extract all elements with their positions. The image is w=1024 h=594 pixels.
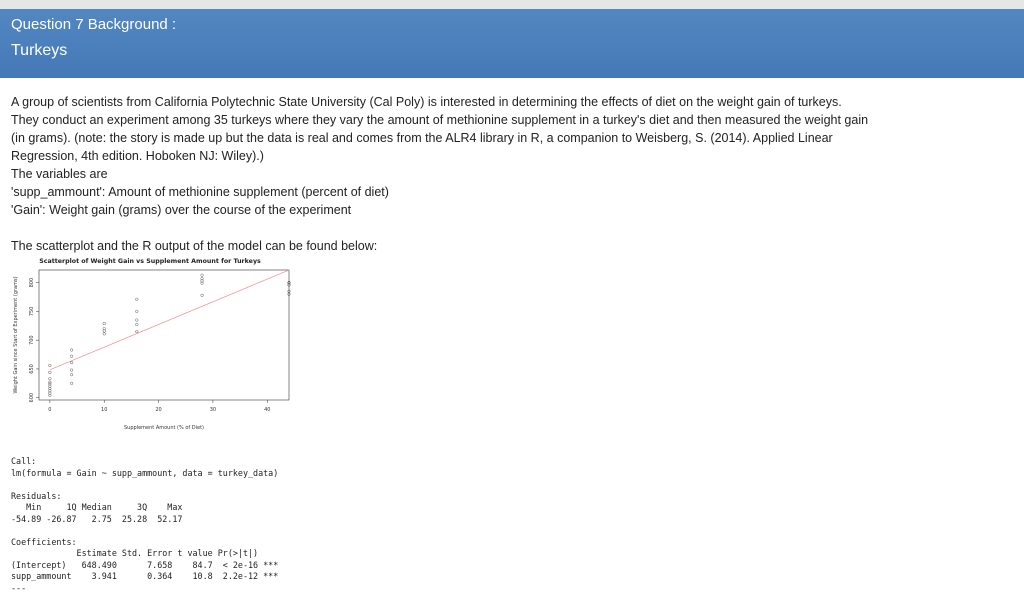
data-point-12	[70, 369, 73, 372]
y-tick-label-0: 600	[29, 392, 35, 403]
data-point-13	[70, 361, 73, 364]
variable-supp-ammount: 'supp_ammount': Amount of methionine supplement (percent of diet)	[11, 185, 389, 199]
data-point-9	[49, 364, 52, 367]
scatterplot	[9, 256, 299, 436]
data-point-19	[103, 322, 106, 325]
scatter-caption: The scatterplot and the R output of the model can be found below:	[11, 239, 378, 253]
variable-gain: 'Gain': Weight gain (grams) over the course of the experiment	[11, 203, 352, 217]
r-separator: ---	[11, 582, 27, 593]
data-point-22	[136, 319, 139, 322]
data-point-10	[70, 382, 73, 385]
data-point-7	[49, 377, 52, 380]
data-point-21	[136, 323, 139, 326]
y-tick-label-2: 700	[29, 335, 35, 345]
data-point-23	[136, 310, 139, 313]
variables-heading: The variables are	[11, 167, 108, 181]
x-tick-label-1: 10	[101, 407, 108, 413]
r-coef-intercept: (Intercept) 648.490 7.658 84.7 < 2e-16 ***	[11, 559, 279, 570]
scatterplot-figure	[9, 256, 299, 436]
r-residuals-header: Residuals:	[11, 490, 62, 501]
y-axis	[29, 278, 39, 403]
data-point-14	[70, 355, 73, 358]
regression-line	[50, 270, 289, 370]
intro-paragraph: A group of scientists from California Polytechnic State University (Cal Poly) is interested in determining the effects of diet on the weight gain of turkeys. They conduct an experiment among 35 turkeys where they vary the amount of methionine supplement in a turkey's diet and then measured the weight gain (in grams). (note: the story is made up but the data is real and comes from the ALR4 library in R, a companion to Weisberg, S. (2014). Applied Linear Regression, 4th edition. Hoboken NJ: Wiley).)	[11, 95, 869, 163]
data-points	[49, 274, 291, 397]
data-point-15	[70, 349, 73, 352]
window-top-strip	[0, 0, 1024, 9]
data-point-16	[103, 333, 106, 336]
data-point-20	[136, 330, 139, 333]
question-header	[0, 9, 1024, 78]
r-residuals-labels: Min 1Q Median 3Q Max	[11, 502, 183, 512]
r-call-header: Call:	[11, 456, 37, 466]
r-call: lm(formula = Gain ~ supp_ammount, data = turkey_data)	[11, 467, 279, 478]
y-tick-label-3: 750	[29, 306, 35, 317]
x-tick-label-3: 30	[209, 407, 217, 413]
plot-frame	[39, 270, 289, 400]
data-point-29	[201, 274, 204, 277]
question-body	[11, 93, 871, 255]
question-title: Turkeys	[11, 42, 68, 59]
x-axis	[48, 400, 270, 413]
x-tick-label-4: 40	[264, 407, 271, 413]
y-tick-label-1: 650	[29, 364, 35, 374]
x-axis-label: Supplement Amount (% of Diet)	[124, 425, 204, 431]
data-point-24	[136, 298, 139, 301]
x-tick-label-2: 20	[155, 407, 162, 413]
x-tick-label-0: 0	[48, 407, 52, 413]
r-residuals-values: -54.89 -26.87 2.75 25.28 52.17	[11, 513, 183, 524]
r-coef-supp: supp_ammount 3.941 0.364 10.8 2.2e-12 ***	[11, 571, 279, 581]
y-tick-label-4: 800	[29, 277, 35, 288]
r-coefficients-header: Coefficients:	[11, 536, 77, 547]
question-number: Question 7 Background :	[11, 16, 177, 33]
data-point-8	[49, 371, 52, 374]
data-point-11	[70, 373, 73, 376]
data-point-25	[201, 294, 204, 297]
data-point-6	[49, 381, 52, 384]
r-output	[11, 456, 278, 594]
chart-title: Scatterplot of Weight Gain vs Supplement Amount for Turkeys	[39, 258, 261, 265]
r-coef-header-row: Estimate Std. Error t value Pr(>|t|)	[11, 548, 259, 558]
y-axis-label: Weight Gain since Start of Experiment (grams)	[13, 276, 19, 394]
